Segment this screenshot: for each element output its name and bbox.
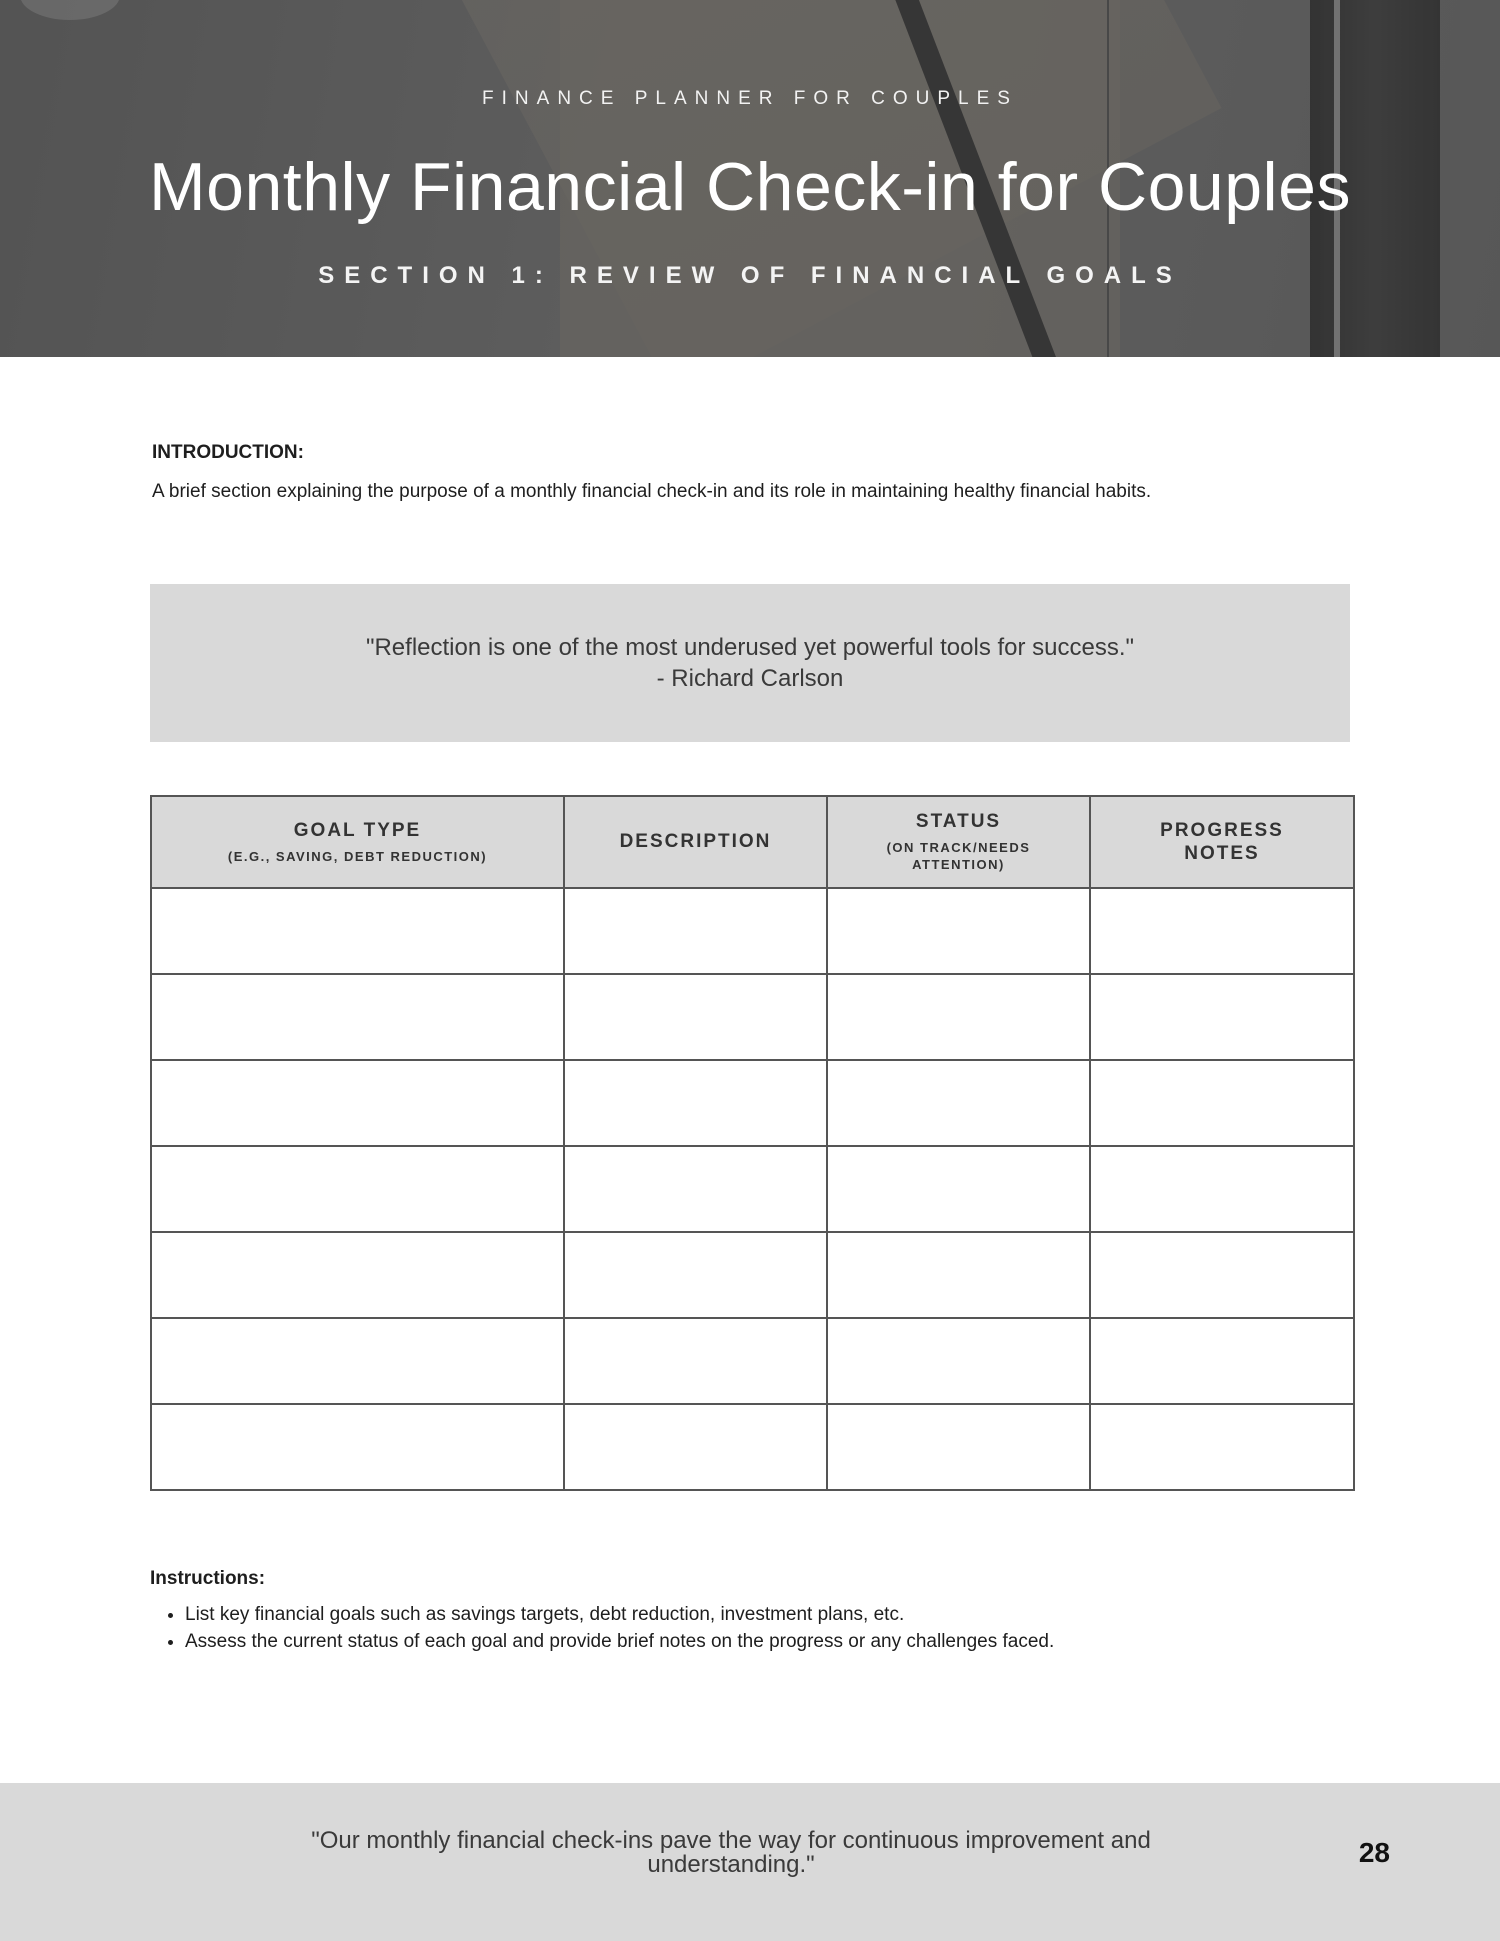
table-cell[interactable] (827, 1404, 1090, 1490)
goals-table (150, 795, 1355, 1491)
table-cell[interactable] (151, 1404, 564, 1490)
column-header-label: GOAL TYPE (293, 819, 422, 841)
table-row (151, 1232, 1354, 1318)
table-cell[interactable] (1090, 888, 1354, 974)
table-row (151, 1146, 1354, 1232)
table-cell[interactable] (151, 1318, 564, 1404)
table-cell[interactable] (1090, 1060, 1354, 1146)
table-cell[interactable] (564, 1318, 827, 1404)
table-cell[interactable] (151, 888, 564, 974)
page-number: 28 (1358, 1837, 1390, 1868)
footer (0, 1783, 1500, 1941)
intro-text: A brief section explaining the purpose of a monthly financial check-in and its role in maintaining healthy financial habits. (152, 481, 1152, 502)
table-row (151, 888, 1354, 974)
table-cell[interactable] (564, 974, 827, 1060)
intro-label: INTRODUCTION: (152, 442, 304, 463)
header-kicker: FINANCE PLANNER FOR COUPLES (482, 88, 1018, 109)
column-header-sublabel: (ON TRACK/NEEDS ATTENTION) (886, 840, 1031, 872)
column-header-sublabel: (E.G., SAVING, DEBT REDUCTION) (227, 848, 488, 864)
quote-box (150, 584, 1350, 742)
table-cell[interactable] (151, 1232, 564, 1318)
column-header-status (827, 796, 1090, 888)
table-cell[interactable] (564, 1232, 827, 1318)
table-cell[interactable] (151, 1146, 564, 1232)
table-cell[interactable] (1090, 1404, 1354, 1490)
instruction-item: • Assess the current status of each goal and provide brief notes on the progress or any challenges faced. (185, 1628, 1335, 1655)
table-row (151, 1404, 1354, 1490)
footer-quote: "Our monthly financial check-ins pave the way for continuous improvement and understanding." (311, 1827, 1151, 1878)
column-header-label: PROGRESS NOTES (1160, 820, 1284, 864)
table-cell[interactable] (1090, 1146, 1354, 1232)
page-title: Monthly Financial Check-in for Couples (149, 149, 1351, 225)
table-cell[interactable] (827, 1060, 1090, 1146)
table-cell[interactable] (564, 1060, 827, 1146)
table-cell[interactable] (564, 1404, 827, 1490)
table-cell[interactable] (827, 1146, 1090, 1232)
quote-text: "Reflection is one of the most underused yet powerful tools for success." (365, 634, 1135, 661)
table-row (151, 974, 1354, 1060)
instructions-label: Instructions: (150, 1568, 266, 1589)
table-cell[interactable] (1090, 1318, 1354, 1404)
table-row (151, 1060, 1354, 1146)
table-row (151, 1318, 1354, 1404)
table-cell[interactable] (827, 888, 1090, 974)
table-cell[interactable] (564, 1146, 827, 1232)
instruction-item: • List key financial goals such as savings targets, debt reduction, investment plans, etc. (185, 1601, 1335, 1628)
column-header-label: STATUS (915, 811, 1002, 832)
table-cell[interactable] (151, 974, 564, 1060)
table-cell[interactable] (1090, 1232, 1354, 1318)
column-header-goal-type (151, 796, 564, 888)
column-header-description (564, 796, 827, 888)
section-title: SECTION 1: REVIEW OF FINANCIAL GOALS (318, 262, 1182, 289)
column-header-label: DESCRIPTION (619, 831, 772, 852)
table-cell[interactable] (1090, 974, 1354, 1060)
header-banner (0, 0, 1500, 357)
table-header-row (151, 796, 1354, 888)
table-cell[interactable] (827, 1318, 1090, 1404)
table-cell[interactable] (827, 1232, 1090, 1318)
table-cell[interactable] (151, 1060, 564, 1146)
instructions-list (185, 1601, 1335, 1655)
table-cell[interactable] (564, 888, 827, 974)
quote-author: - Richard Carlson (656, 665, 844, 692)
table-cell[interactable] (827, 974, 1090, 1060)
column-header-progress-notes (1090, 796, 1354, 888)
